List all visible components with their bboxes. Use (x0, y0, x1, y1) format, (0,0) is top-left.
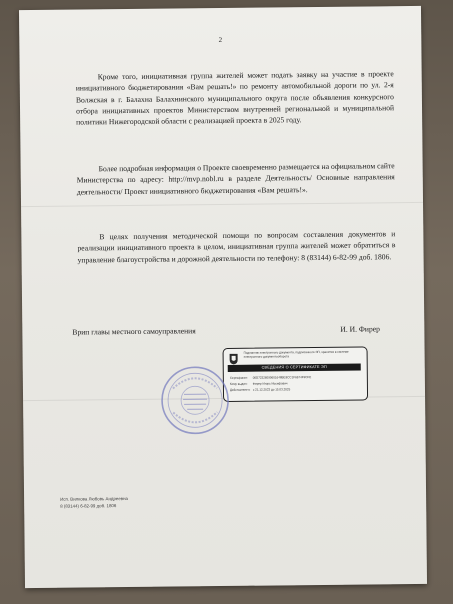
executor-name: Исп. Вилкова Любовь Андреевна (60, 496, 129, 502)
certificate-row-key: Кому выдан: (229, 381, 248, 386)
signatory-position: Врип главы местного самоуправления (72, 326, 196, 337)
executor-phone: 8 (83144) 6-82-99 доб. 1806 (60, 502, 117, 509)
fold-line (21, 202, 423, 207)
document-sheet (19, 6, 427, 588)
paragraph-contact-phone: В целях получения методической помощи по вопросам составления документов и реализации инициативного проекта в целом, инициативная группа жителей может обратиться в управление благоустройства и дорожной деятельности по телефону: 8 (83144) 6-82-99 доб. 1806. (77, 229, 396, 265)
paragraph-application: Кроме того, инициативная группа жителей может подать заявку на участие в проекте инициативного бюджетирования «Вам решать!» по ремонту автомобильной дороги по ул. 2-я Волжская в г. Балахна Балахнинского муниципального округа после объявления конкурсного отбора инициативных проектов Министерством внутренней региональной и муниципальной политики Нижегородской области с реализацией проекта в 2025 году. (75, 69, 395, 127)
certificate-row-value: 00D72326090601648BE8CC1F6674F9CFE (252, 375, 312, 380)
certificate-row-value: с 21.12.2023 до 15.03.2025 (252, 387, 291, 392)
page-number: 2 (218, 35, 223, 45)
certificate-title: СВЕДЕНИЯ О СЕРТИФИКАТЕ ЭП (228, 364, 361, 372)
certificate-row (230, 375, 311, 380)
certificate-header: Подлинник электронного документа, подписанного ЭП, хранится в системе электронного документооборота (243, 349, 349, 359)
certificate-row-key: Сертификат: (229, 375, 248, 380)
certificate-row (230, 387, 290, 392)
electronic-signature-certificate (223, 346, 369, 402)
executor-info (60, 496, 128, 510)
signatory-name: И. И. Фирер (340, 324, 380, 334)
official-stamp-seal (159, 364, 232, 437)
certificate-row-key: Действителен: (229, 387, 251, 392)
paragraph-website-info: Более подробная информация о Проекте своевременно размещается на официальном сайте Министерства по адресу: http://mvp.nobl.ru в разделе Деятельность/ Основные направления деятельности/ Проект инициативного бюджетирования «Вам решать!». (76, 161, 395, 197)
certificate-row-value: Фирер Игорь Иосифович (252, 381, 288, 386)
certificate-row (230, 381, 288, 386)
